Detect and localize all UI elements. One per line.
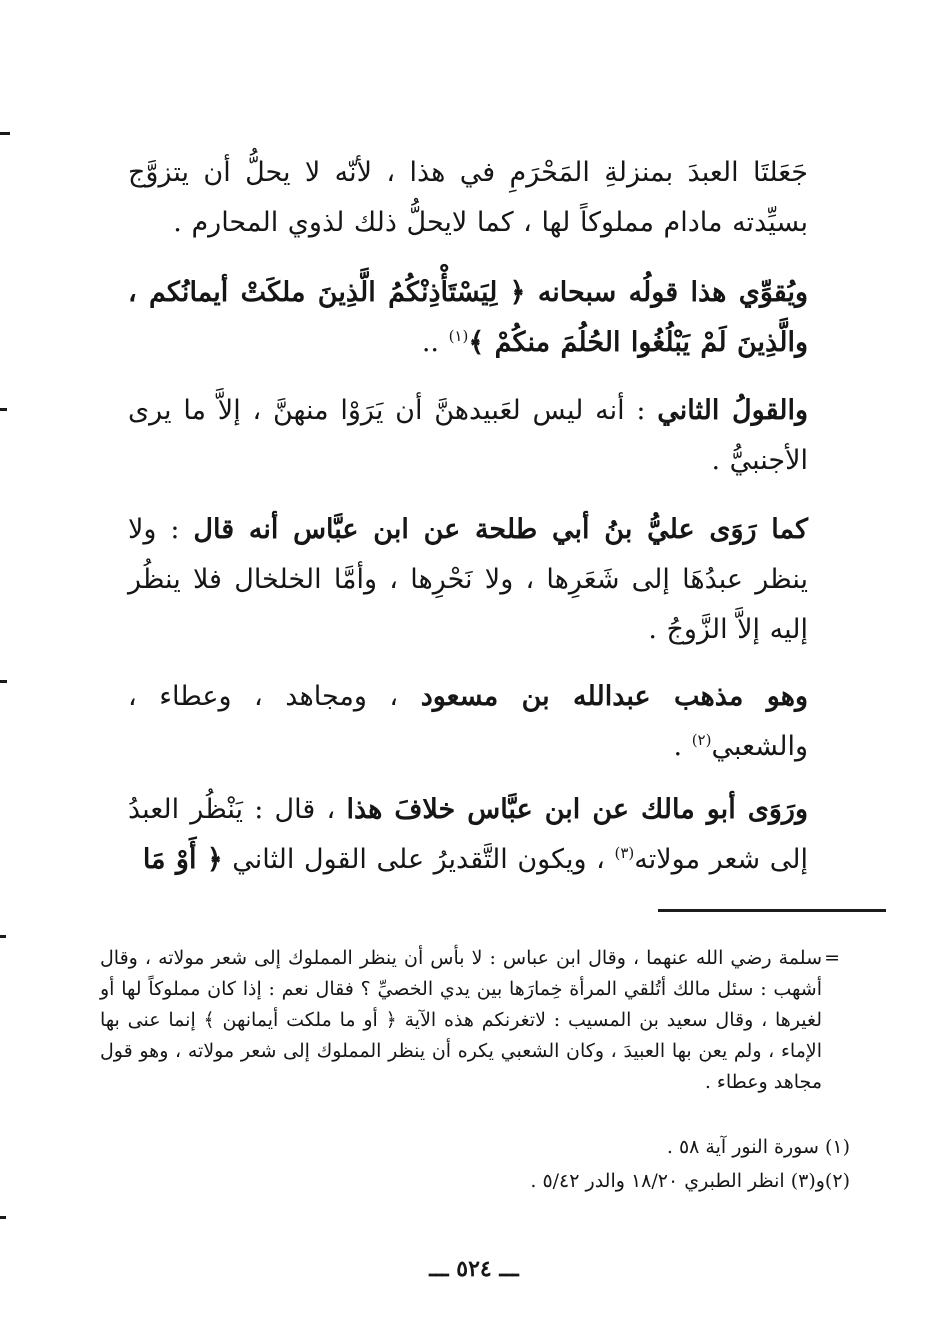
footnote-separator <box>658 909 886 912</box>
paragraph-text: ، ويكون التَّقديرُ على القول الثاني <box>222 844 615 875</box>
paragraph-text: : ولا ينظر عبدُهَا إلى شَعَرِها ، ولا نَحْرِها ، وأمَّا الخلخال فلا ينظُر إليه إلاَّ الزَّوجُ . <box>128 514 808 645</box>
margin-mark <box>0 408 7 411</box>
footnote-continuation-mark: = <box>824 947 840 969</box>
footnote-2-3: (٢)و(٣) انظر الطبري ١٨/٢٠ والدر ٥/٤٢ . <box>530 1170 850 1192</box>
quran-verse: ويُقوِّي هذا قولُه سبحانه ﴿ لِيَسْتَأْذِنْكُمُ الَّذِينَ ملكَتْ أيمانُكم ، والَّذِينَ لَمْ يَبْلُغُوا الحُلُمَ منكُمْ ﴾ <box>128 277 808 358</box>
paragraph-4 <box>128 505 808 655</box>
paragraph-text: . <box>673 731 692 762</box>
footnote-ref-3[interactable]: (٣) <box>614 844 635 862</box>
paragraph-1 <box>128 148 808 248</box>
paragraph-text: ، قال : يَنْظُر العبدُ إلى شعر مولاته <box>128 794 808 875</box>
paragraph-text: : أنه ليس لعَبيدهنَّ أن يَرَوْا منهنَّ ، إلاَّ ما يرى الأجنبيُّ . <box>128 395 808 476</box>
footnote-1: (١) سورة النور آية ٥٨ . <box>666 1136 850 1158</box>
scholar-name: عبدالله بن مسعود <box>420 681 651 712</box>
footnote-continuation <box>100 943 822 1098</box>
paragraph-text: ، ومجاهد ، وعطاء ، والشعبي <box>128 681 808 762</box>
paragraph-3 <box>128 386 808 486</box>
paragraph-text: جَعَلتَا العبدَ بمنزلةِ المَحْرَمِ في هذا ، لأنّه لا يحلُّ أن يتزوَّج بسيِّدته مادام مملوكاً لها ، كما لايحلُّ ذلك لذوي المحارم . <box>128 157 808 238</box>
paragraph-6 <box>128 785 808 885</box>
paragraph-text: وهو مذهب <box>650 681 808 712</box>
margin-mark <box>0 935 6 938</box>
narration-lead: ورَوَى أبو مالك عن ابن عبَّاس خلافَ هذا <box>346 794 808 825</box>
margin-mark <box>0 132 10 135</box>
footnote-ref-2[interactable]: (٢) <box>691 731 712 749</box>
narration-lead: كما رَوَى عليُّ بنُ أبي طلحة عن ابن عبَّاس أنه قال <box>193 514 808 545</box>
page-number: ـــ ٥٢٤ ـــ <box>429 1256 519 1282</box>
footnote-ref-1[interactable]: (١) <box>448 327 469 345</box>
section-lead: والقولُ الثاني <box>657 395 808 426</box>
paragraph-text: .. <box>421 327 449 358</box>
margin-mark <box>0 680 7 683</box>
footnote-text: سلمة رضي الله عنهما ، وقال ابن عباس : لا بأس أن ينظر المملوك إلى شعر مولاته ، وقال أشهب : سئل مالك أتُلقي المرأة خِمارَها بين يدي الخصيِّ ؟ فقال نعم : إذا كان مملوكاً لها أو لغيرها ، وقال سعيد بن المسيب : لاتغرنكم هذه الآية ﴿ أو ما ملكت أيمانهن ﴾ إنما عنى بها الإماء ، ولم يعن بها العبيدَ ، وكان الشعبي يكره أن ينظر المملوك إلى شعر مولاته ، وهو قول مجاهد وعطاء . <box>100 947 822 1093</box>
paragraph-2 <box>128 268 808 368</box>
quran-verse: ﴿ أَوْ مَا <box>142 844 223 875</box>
margin-mark <box>0 1216 6 1219</box>
paragraph-5 <box>128 672 808 772</box>
